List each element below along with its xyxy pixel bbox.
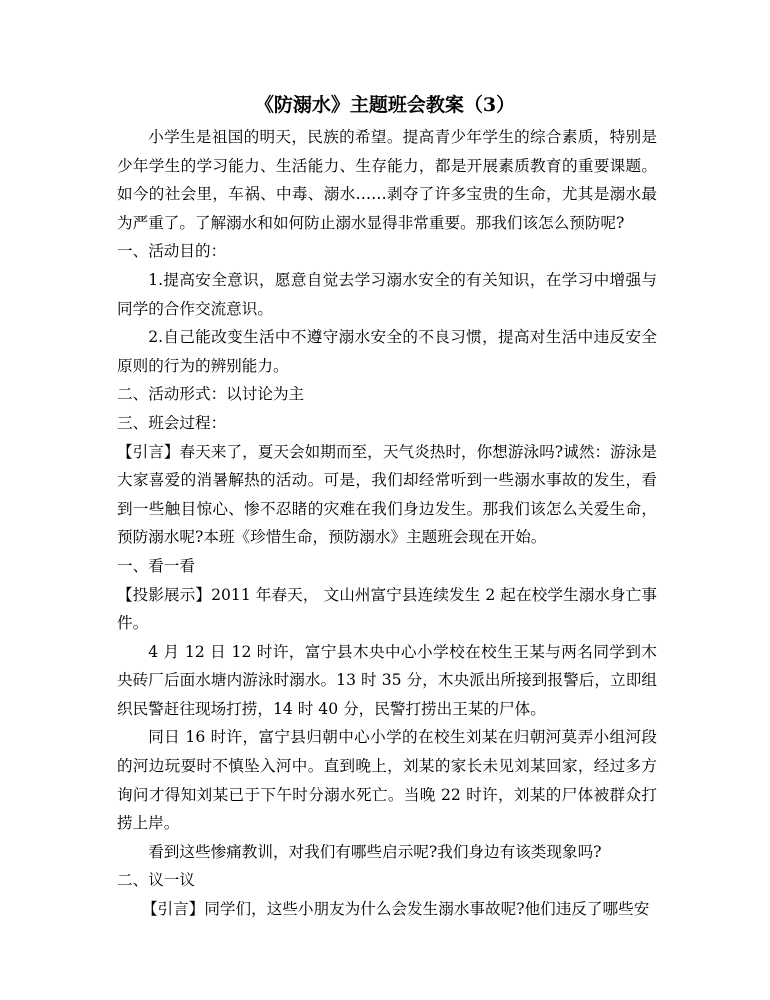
projection-paragraph: 【投影展示】2011 年春天， 文山州富宁县连续发生 2 起在校学生溺水身亡事件。 [117, 585, 657, 633]
section-heading-activity-form: 二、活动形式：以讨论为主 [117, 385, 305, 404]
intro-paragraph: 小学生是祖国的明天，民族的希望。提高青少年学生的综合素质，特别是少年学生的学习能力、生活能力、生存能力，都是开展素质教育的重要课题。如今的社会里，车祸、中毒、溺水……剥夺了许多宝贵的生命，尤其是溺水最为严重了。了解溺水和如何防止溺水显得非常重要。那我们该怎么预防呢? [117, 128, 657, 232]
document-body [117, 123, 657, 924]
introduction-paragraph: 【引言】春天来了，夏天会如期而至，天气炎热时，你想游泳吗?诚然：游泳是大家喜爱的消暑解热的活动。可是，我们却经常听到一些溺水事故的发生，看到一些触目惊心、惨不忍睹的灾难在我们身边发生。那我们该怎么关爱生命，预防溺水呢?本班《珍惜生命，预防溺水》主题班会现在开始。 [117, 442, 657, 547]
subsection-heading-look: 一、看一看 [117, 556, 195, 575]
subsection-heading-discuss: 二、议一议 [117, 871, 195, 890]
goal-item-2: 2.自己能改变生活中不遵守溺水安全的不良习惯，提高对生活中违反安全原则的行为的辨别能力。 [117, 328, 657, 375]
reflection-paragraph: 看到这些惨痛教训，对我们有哪些启示呢?我们身边有该类现象吗? [148, 842, 602, 861]
incident-paragraph-2: 同日 16 时许，富宁县归朝中心小学的在校生刘某在归朝河莫弄小组河段的河边玩耍时不慎坠入河中。直到晚上，刘某的家长未见刘某回家，经过多方询问才得知刘某已于下午时分溺水死亡。当晚 22 时许，刘某的尸体被群众打捞上岸。 [117, 728, 657, 833]
incident-paragraph-1: 4 月 12 日 12 时许，富宁县木央中心小学校在校生王某与两名同学到木央砖厂后面水塘内游泳时溺水。13 时 35 分，木央派出所接到报警后，立即组织民警赶往现场打捞，14 时 40 分，民警打捞出王某的尸体。 [117, 642, 657, 718]
discussion-introduction-paragraph: 【引言】同学们，这些小朋友为什么会发生溺水事故呢?他们违反了哪些安 [141, 900, 650, 919]
document-title: 《防溺水》主题班会教案（3） [254, 94, 516, 116]
goal-item-1: 1.提高安全意识，愿意自觉去学习溺水安全的有关知识，在学习中增强与同学的合作交流意识。 [117, 270, 657, 318]
section-heading-class-process: 三、班会过程： [117, 413, 227, 432]
section-heading-activity-goal: 一、活动目的： [117, 242, 227, 261]
